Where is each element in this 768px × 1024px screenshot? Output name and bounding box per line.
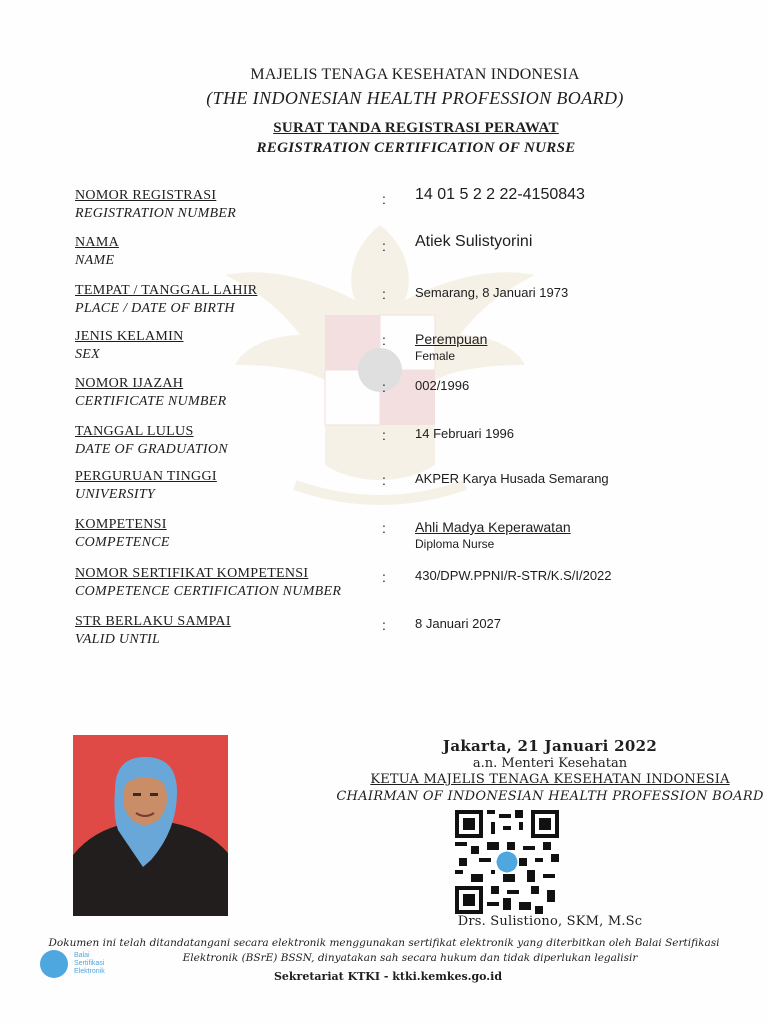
competence-value-english: Diploma Nurse (415, 537, 495, 551)
secretariat-website: Sekretariat KTKI - ktki.kemkes.go.id (273, 970, 503, 983)
field-label: NOMOR SERTIFIKAT KOMPETENSI (75, 566, 309, 581)
field-certificate-number (75, 376, 715, 422)
registration-number-value: 14 01 5 2 2 22-4150843 (415, 186, 585, 203)
field-label: NOMOR REGISTRASI (75, 188, 217, 203)
graduation-date-value: 14 Februari 1996 (415, 426, 515, 441)
field-label: STR BERLAKU SAMPAI (75, 614, 231, 629)
field-label: NOMOR IJAZAH (75, 376, 184, 391)
field-label-english: SEX (75, 347, 101, 362)
field-label-english: COMPETENCE (75, 535, 170, 550)
university-value: AKPER Karya Husada Semarang (415, 471, 609, 486)
field-name (75, 235, 715, 281)
field-colon: : (382, 520, 386, 536)
field-label-english: COMPETENCE CERTIFICATION NUMBER (75, 584, 342, 599)
field-label-english: CERTIFICATE NUMBER (75, 394, 227, 409)
field-label: TANGGAL LULUS (75, 424, 194, 439)
bsre-logo-text: Balai Sertifikasi Elektronik (74, 952, 105, 975)
field-label: NAMA (75, 235, 119, 250)
field-label-english: NAME (75, 253, 115, 268)
field-label: JENIS KELAMIN (75, 329, 184, 344)
sex-value-english: Female (415, 349, 456, 363)
field-label: KOMPETENSI (75, 517, 167, 532)
e-signature-notice-line2: Elektronik (BSrE) BSSN, dinyatakan sah secara hukum dan tidak diperlukan legalisir (182, 952, 638, 964)
field-colon: : (382, 332, 386, 348)
on-behalf-of: a.n. Menteri Kesehatan (472, 756, 628, 771)
board-name: MAJELIS TENAGA KESEHATAN INDONESIA (250, 66, 580, 83)
field-label: PERGURUAN TINGGI (75, 469, 217, 484)
field-colon: : (382, 379, 386, 395)
field-colon: : (382, 286, 386, 302)
certificate-number-value: 002/1996 (415, 378, 470, 393)
field-label-english: PLACE / DATE OF BIRTH (75, 301, 235, 316)
field-birth (75, 283, 715, 329)
field-colon: : (382, 617, 386, 633)
e-signature-notice-line1: Dokumen ini telah ditandatangani secara elektronik menggunakan sertifikat elektronik yang diterbitkan oleh Balai Sertifikasi (48, 937, 720, 949)
field-competence (75, 517, 715, 563)
field-registration-number (75, 188, 715, 234)
field-label-english: REGISTRATION NUMBER (75, 206, 237, 221)
signer-name: Drs. Sulistiono, SKM, M.Sc (457, 914, 643, 929)
document-title-english: REGISTRATION CERTIFICATION OF NURSE (256, 140, 576, 156)
field-sex (75, 329, 715, 375)
field-label-english: VALID UNTIL (75, 632, 161, 647)
field-valid-until (75, 614, 715, 660)
field-colon: : (382, 427, 386, 443)
birth-value: Semarang, 8 Januari 1973 (415, 285, 569, 300)
field-graduation-date (75, 424, 715, 470)
issue-place-date: Jakarta, 21 Januari 2022 (442, 737, 658, 755)
field-university (75, 469, 715, 515)
field-label-english: DATE OF GRADUATION (75, 442, 228, 457)
holder-portrait-illustration (73, 735, 228, 916)
board-name-english: (THE INDONESIAN HEALTH PROFESSION BOARD) (206, 88, 624, 108)
holder-photo (73, 735, 228, 916)
qr-code (455, 810, 559, 914)
field-label-english: UNIVERSITY (75, 487, 155, 502)
field-competence-certification-number (75, 566, 715, 612)
document-title: SURAT TANDA REGISTRASI PERAWAT (273, 120, 559, 136)
signer-title-english: CHAIRMAN OF INDONESIAN HEALTH PROFESSION BOARD (336, 789, 764, 804)
competence-value: Ahli Madya Keperawatan (415, 519, 571, 535)
signer-title: KETUA MAJELIS TENAGA KESEHATAN INDONESIA (370, 772, 730, 787)
valid-until-value: 8 Januari 2027 (415, 616, 502, 631)
field-colon: : (382, 191, 386, 207)
field-colon: : (382, 472, 386, 488)
name-value: Atiek Sulistyorini (415, 233, 533, 250)
field-colon: : (382, 569, 386, 585)
competence-certification-value: 430/DPW.PPNI/R-STR/K.S/I/2022 (415, 568, 612, 583)
field-label: TEMPAT / TANGGAL LAHIR (75, 283, 258, 298)
field-colon: : (382, 238, 386, 254)
sex-value: Perempuan (415, 331, 488, 347)
